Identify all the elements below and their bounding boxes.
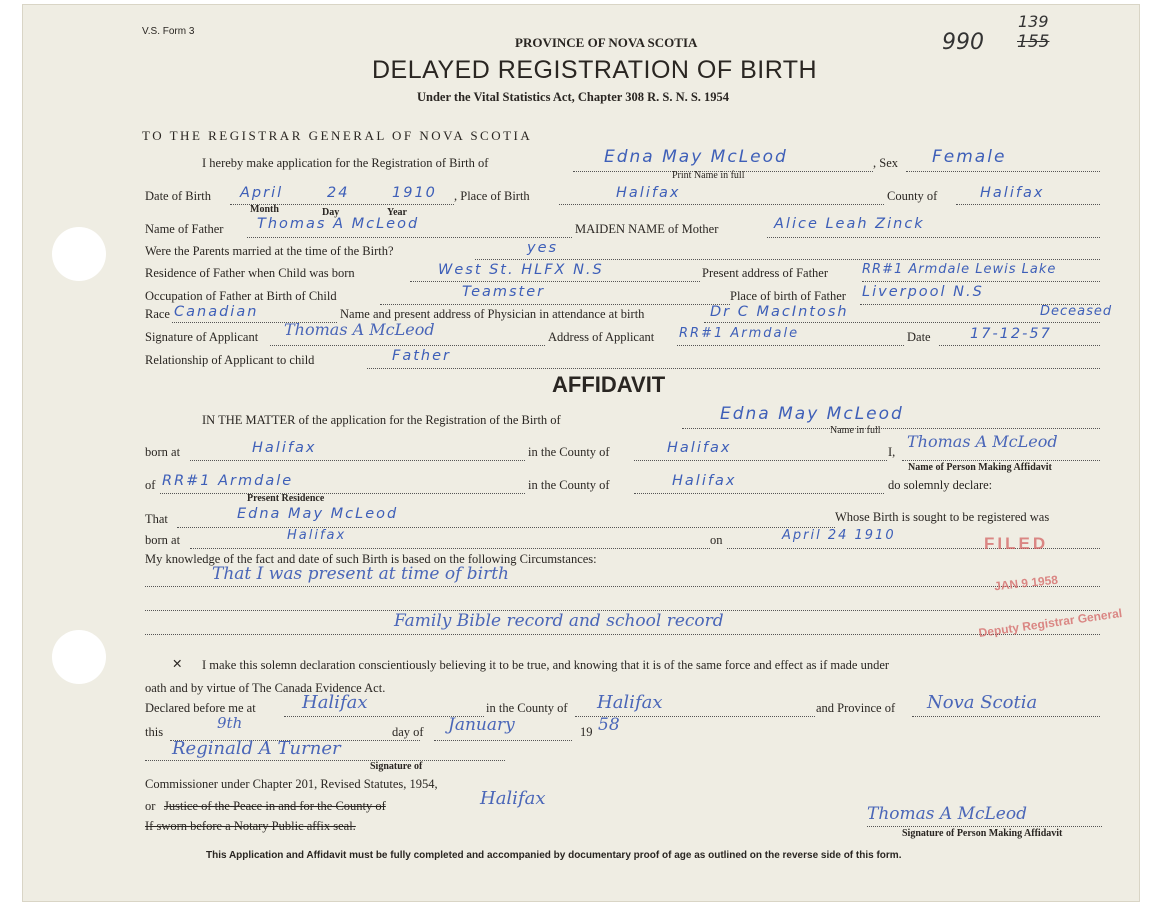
declared-county-label: in the County of [486, 701, 568, 715]
punch-hole [52, 227, 106, 281]
form-line [145, 586, 1100, 587]
solemn-line-1: I make this solemn declaration conscientiously believing it to be true, and knowing that it is of the same force and effect as if made under [202, 658, 890, 672]
form-line [410, 281, 700, 282]
person-name-value: Thomas A McLeod [907, 432, 1058, 451]
year-label: Year [387, 207, 407, 218]
form-line [145, 760, 505, 761]
father-value: Thomas A McLeod [257, 216, 420, 232]
form-line [559, 204, 884, 205]
file-number-top: 139 [1018, 12, 1049, 31]
month-label: Month [250, 204, 279, 215]
page-subtitle: Under the Vital Statistics Act, Chapter 308 R. S. N. S. 1954 [417, 90, 730, 104]
form-line [190, 548, 710, 549]
county-of-label: in the County of [528, 445, 610, 459]
circumstance-2: Family Bible record and school record [394, 611, 724, 631]
applicant-signature: Thomas A McLeod [284, 320, 435, 339]
print-name-label: Print Name in full [672, 170, 745, 181]
present-address-value: RR#1 Armdale Lewis Lake [862, 262, 1057, 277]
mother-value: Alice Leah Zinck [774, 216, 925, 232]
affidavit-heading: AFFIDAVIT [552, 372, 666, 397]
relationship-value: Father [392, 348, 451, 364]
whose-birth-label: Whose Birth is sought to be registered was [835, 510, 1050, 524]
father-residence-label: Residence of Father when Child was born [145, 266, 355, 280]
declared-at-value: Halifax [302, 692, 368, 713]
married-value: yes [527, 240, 559, 256]
dob-year-value: 1910 [392, 185, 437, 201]
on-date-value: April 24 1910 [782, 528, 896, 543]
physician-value: Dr C MacIntosh [710, 304, 849, 320]
dob-day-value: 24 [327, 185, 350, 201]
form-line [177, 527, 835, 528]
form-line [145, 634, 1100, 635]
physician-label: Name and present address of Physician in attendance at birth [340, 307, 645, 321]
sex-label: , Sex [873, 156, 898, 170]
province-value: Nova Scotia [927, 692, 1038, 713]
signature-of-label: Signature of [370, 761, 423, 772]
physician-note: Deceased [1040, 304, 1113, 319]
father-birthplace-value: Liverpool N.S [862, 284, 984, 300]
declared-at-label: Declared before me at [145, 701, 256, 715]
application-intro-label: I hereby make application for the Registration of Birth of [202, 156, 489, 170]
footer-note: This Application and Affidavit must be fully completed and accompanied by documentary proof of age as outlined on the reverse side of this form. [206, 850, 902, 861]
married-label: Were the Parents married at the time of the Birth? [145, 244, 394, 258]
form-line [902, 460, 1100, 461]
form-line [160, 493, 525, 494]
commissioner-line: Commissioner under Chapter 201, Revised Statutes, 1954, [145, 777, 438, 791]
declared-county-value: Halifax [597, 692, 663, 713]
form-line [380, 304, 730, 305]
day-label: Day [322, 207, 340, 218]
form-line [682, 428, 1100, 429]
father-residence-value: West St. HLFX N.S [438, 262, 604, 278]
dob-label: Date of Birth [145, 189, 211, 203]
stamp-title: Deputy Registrar General [977, 605, 1123, 641]
signature-label: Signature of Applicant [145, 330, 259, 344]
knowledge-label: My knowledge of the fact and date of such Birth is based on the following Circumstances: [145, 552, 597, 566]
month-value: January [448, 715, 515, 735]
pob-value: Halifax [616, 185, 681, 201]
stamp-date: JAN 9 1958 [993, 572, 1059, 594]
solemn-line-2: oath and by virtue of The Canada Evidence Act. [145, 681, 386, 695]
form-line [862, 281, 1100, 282]
born-at-value: Halifax [252, 440, 317, 456]
county-of-label: in the County of [528, 478, 610, 492]
form-line [434, 740, 572, 741]
person-signature-label: Signature of Person Making Affidavit [902, 828, 1063, 839]
province-heading: PROVINCE OF NOVA SCOTIA [515, 35, 698, 50]
county-of-value: Halifax [667, 440, 732, 456]
year-prefix: 19 [580, 725, 593, 739]
form-line [190, 460, 525, 461]
form-line [634, 493, 884, 494]
father-birthplace-label: Place of birth of Father [730, 289, 846, 303]
county-value: Halifax [980, 185, 1045, 201]
occupation-label: Occupation of Father at Birth of Child [145, 289, 337, 303]
child-name-value: Edna May McLeod [604, 147, 788, 167]
form-line [367, 368, 1100, 369]
present-address-label: Present address of Father [702, 266, 829, 280]
file-number: 990 [942, 30, 984, 55]
document-paper [22, 4, 1140, 902]
person-name-label: Name of Person Making Affidavit [908, 462, 1052, 473]
born-at-label: born at [145, 445, 181, 459]
race-label: Race [145, 307, 170, 321]
on-label: on [710, 533, 723, 547]
justice-county-value: Halifax [480, 788, 546, 809]
date-value: 17-12-57 [970, 326, 1052, 342]
form-line [767, 237, 1100, 238]
form-line [939, 345, 1100, 346]
commissioner-signature: Reginald A Turner [172, 738, 341, 759]
race-value: Canadian [174, 304, 259, 320]
page-title: DELAYED REGISTRATION OF BIRTH [372, 56, 818, 84]
name-in-full-label: Name in full [830, 425, 881, 436]
punch-hole [52, 630, 106, 684]
form-line [704, 322, 1100, 323]
day-value: 9th [217, 714, 243, 732]
file-number-struck: 155 [1017, 32, 1050, 52]
check-mark: ✕ [172, 657, 183, 671]
form-line [475, 259, 1100, 260]
applicant-address-label: Address of Applicant [548, 330, 655, 344]
dob-month-value: April [240, 185, 284, 201]
sex-value: Female [932, 147, 1007, 167]
county-label: County of [887, 189, 938, 203]
day-of-label: day of [392, 725, 424, 739]
form-line [906, 171, 1100, 172]
that-label: That [145, 512, 168, 526]
form-line [956, 204, 1100, 205]
of-label: of [145, 478, 156, 492]
form-line [247, 237, 572, 238]
i-label: I, [888, 445, 896, 459]
that-name-value: Edna May McLeod [237, 506, 399, 522]
person-signature: Thomas A McLeod [867, 804, 1027, 824]
filed-stamp: FILED [984, 534, 1049, 553]
residence-value: RR#1 Armdale [162, 473, 294, 489]
form-line [912, 716, 1100, 717]
form-line [270, 345, 545, 346]
mother-label: MAIDEN NAME of Mother [575, 222, 719, 236]
affidavit-child-name: Edna May McLeod [720, 404, 904, 424]
province-label: and Province of [816, 701, 896, 715]
occupation-value: Teamster [462, 284, 546, 300]
notary-line: If sworn before a Notary Public affix seal. [145, 819, 356, 833]
justice-line-prefix: or [145, 799, 156, 813]
circumstance-1: That I was present at time of birth [212, 564, 510, 584]
year-value: 58 [598, 715, 620, 735]
born-at-label-2: born at [145, 533, 181, 547]
present-residence-label: Present Residence [247, 493, 325, 504]
addressee-line: TO THE REGISTRAR GENERAL OF NOVA SCOTIA [142, 128, 533, 143]
form-line [634, 460, 887, 461]
justice-line: Justice of the Peace in and for the County of [164, 799, 386, 813]
father-label: Name of Father [145, 222, 224, 236]
pob-label: , Place of Birth [454, 189, 530, 203]
relationship-label: Relationship of Applicant to child [145, 353, 315, 367]
form-line [867, 826, 1102, 827]
date-label: Date [907, 330, 931, 344]
declare-label: do solemnly declare: [888, 478, 993, 492]
county-of-value-2: Halifax [672, 473, 737, 489]
applicant-address-value: RR#1 Armdale [679, 326, 800, 341]
form-number: V.S. Form 3 [142, 26, 195, 37]
born-at-value-2: Halifax [287, 528, 347, 543]
this-label: this [145, 725, 164, 739]
affidavit-intro-label: IN THE MATTER of the application for the Registration of the Birth of [202, 413, 561, 427]
form-line [677, 345, 904, 346]
